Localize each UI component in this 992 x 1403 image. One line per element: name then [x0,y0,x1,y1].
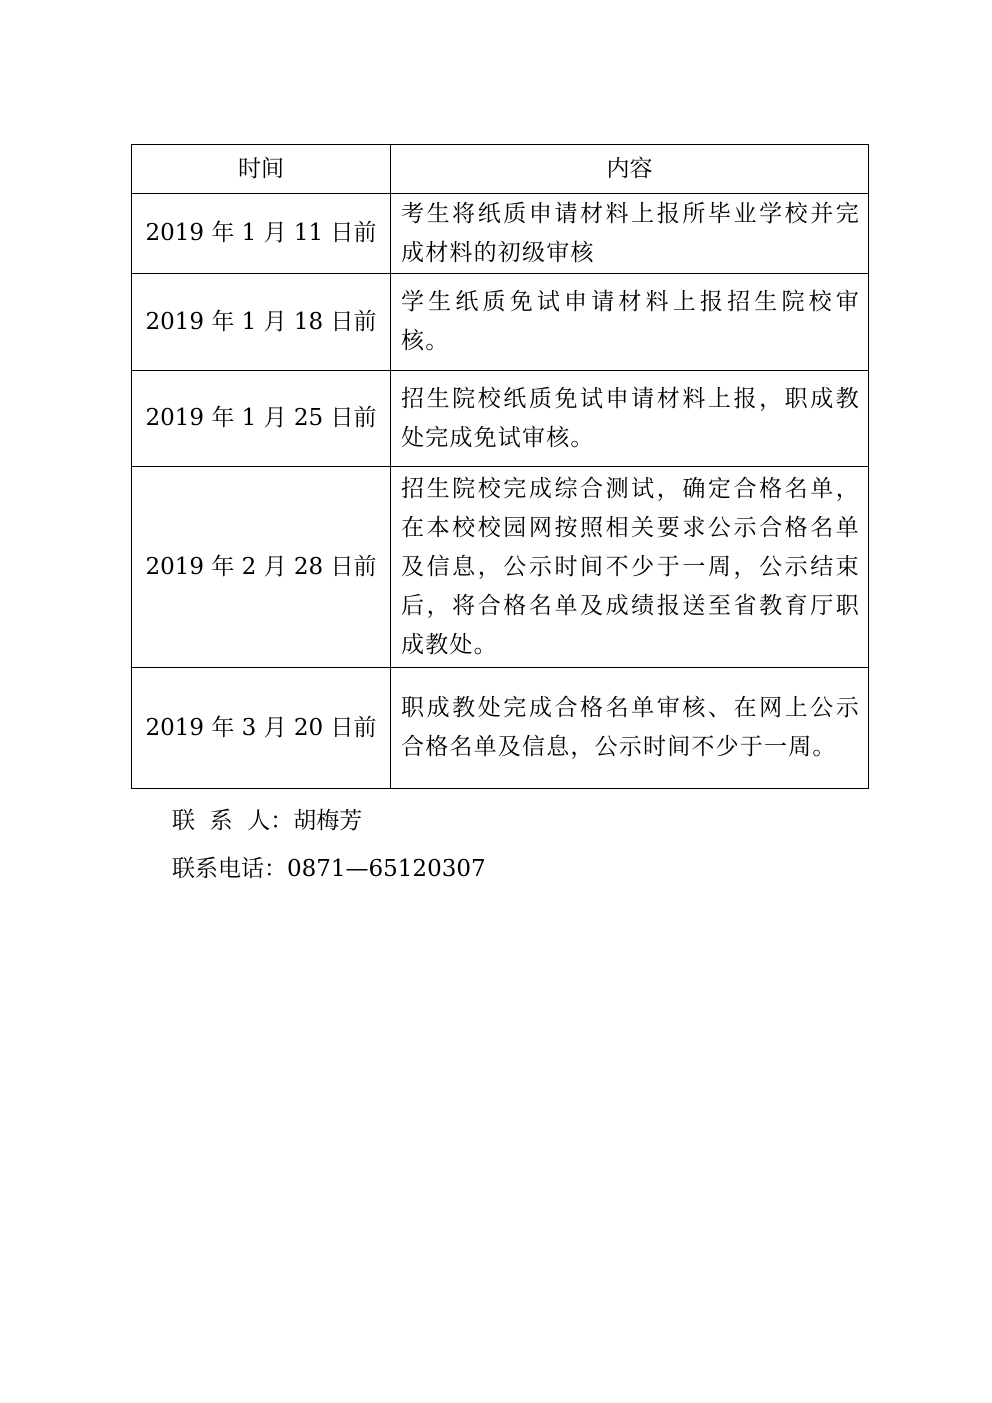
table-row [132,371,869,467]
content-cell: 学生纸质免试申请材料上报招生院校审核。 [391,274,869,371]
content-cell: 考生将纸质申请材料上报所毕业学校并完成材料的初级审核 [391,194,869,274]
header-content: 内容 [391,145,869,194]
time-cell: 2019 年 3 月 20 日前 [132,668,391,789]
table-row [132,194,869,274]
schedule-table [131,144,869,789]
contact-person-name: 胡梅芳 [293,808,363,834]
content-cell: 职成教处完成合格名单审核、在网上公示合格名单及信息，公示时间不少于一周。 [391,668,869,789]
contact-phone-number: 0871—65120307 [287,856,486,882]
contact-person-line [172,806,362,836]
table-header-row [132,145,869,194]
contact-phone-label: 联系电话： [172,856,287,882]
content-cell: 招生院校完成综合测试，确定合格名单，在本校校园网按照相关要求公示合格名单及信息，公示时间不少于一周，公示结束后，将合格名单及成绩报送至省教育厅职成教处。 [391,467,869,668]
header-time: 时间 [132,145,391,194]
time-cell: 2019 年 2 月 28 日前 [132,467,391,668]
table-row [132,668,869,789]
content-cell: 招生院校纸质免试申请材料上报，职成教处完成免试审核。 [391,371,869,467]
table-row [132,467,869,668]
time-cell: 2019 年 1 月 18 日前 [132,274,391,371]
contact-person-label: 联 系 人： [172,808,294,834]
time-cell: 2019 年 1 月 25 日前 [132,371,391,467]
table-row [132,274,869,371]
time-cell: 2019 年 1 月 11 日前 [132,194,391,274]
contact-phone-line [172,854,486,884]
